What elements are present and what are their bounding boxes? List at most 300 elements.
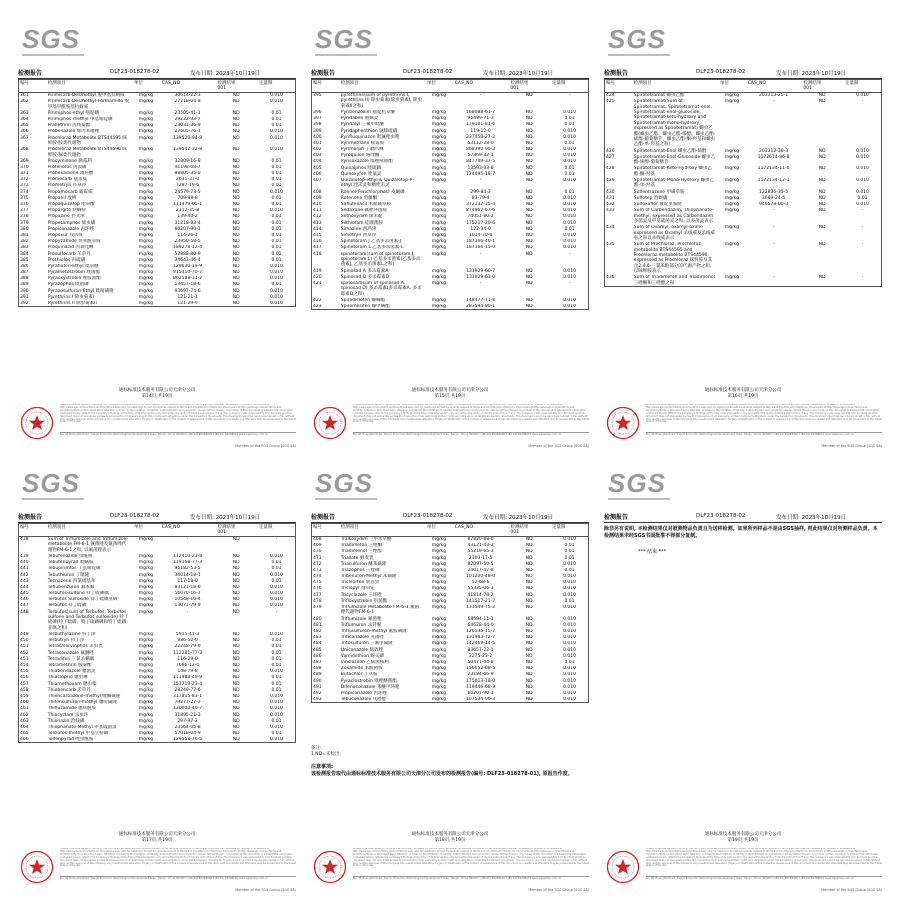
table-cell: ND bbox=[818, 99, 826, 105]
table-cell: mg/kg bbox=[138, 195, 153, 201]
table-cell: ND bbox=[525, 178, 533, 184]
table-cell: Terbufos(sum of Terbufos, Terbufos sulfone and Terbufos sulfoxide) 特丁硫磷(特丁硫磷、特丁硫磷砜和特丁硫磷亚砜之和) bbox=[47, 609, 129, 631]
table-cell: 386 bbox=[20, 263, 29, 269]
table-cell: 387 bbox=[20, 270, 29, 276]
table-cell: 438 bbox=[20, 536, 29, 542]
table-cell: ND bbox=[232, 681, 240, 687]
table-cell: ND bbox=[525, 567, 533, 573]
table-cell: mg/kg bbox=[431, 641, 446, 647]
column-header: 检测项目 bbox=[632, 80, 718, 92]
table-cell: 0.01 bbox=[564, 543, 575, 549]
table-cell: Spirotetramat-Enol-Glucoside 螺虫乙酯-烯醇-葡萄糖苷 bbox=[633, 154, 716, 166]
table-cell: ND bbox=[525, 109, 533, 115]
table-cell: 0.01 bbox=[271, 245, 282, 251]
sgs-logo bbox=[315, 468, 435, 498]
table-cell: Tolfenpyrad 唑虫酰胺 bbox=[47, 737, 94, 743]
table-cell: 0.01 bbox=[271, 177, 282, 183]
table-cell: 412 bbox=[313, 214, 322, 220]
table-cell: 337458-27-2 bbox=[466, 134, 496, 140]
table-cell: mg/kg bbox=[431, 684, 446, 690]
table-cell: mg/kg bbox=[138, 183, 153, 189]
table-cell: 416 bbox=[313, 239, 322, 245]
table-cell: 0.01 bbox=[564, 226, 575, 232]
table-cell: mg/kg bbox=[431, 274, 446, 280]
report-number: DLF23-018278-02 bbox=[110, 69, 160, 75]
table-cell: ND bbox=[525, 629, 533, 635]
report-header bbox=[311, 512, 589, 522]
table-cell: 131549-75-2 bbox=[466, 605, 496, 611]
table-cell: ND bbox=[232, 644, 240, 650]
table-cell: mg/kg bbox=[431, 555, 446, 561]
table-cell: ND bbox=[525, 678, 533, 684]
table-cell: ND bbox=[525, 586, 533, 592]
table-cell: 0.01 bbox=[564, 140, 575, 146]
table-cell: 0.010 bbox=[270, 92, 283, 98]
table-cell: mg/kg bbox=[138, 597, 153, 603]
table-cell: 0.01 bbox=[271, 110, 282, 116]
sgs-logo bbox=[608, 468, 728, 498]
table-cell: Propoxur 残杀威 bbox=[47, 232, 83, 238]
table-cell: mg/kg bbox=[138, 239, 153, 245]
table-cell: 179101-81-6 bbox=[466, 122, 496, 128]
table-cell: ND bbox=[232, 294, 240, 300]
table-cell: mg/kg bbox=[431, 647, 446, 653]
table-cell: ND bbox=[232, 232, 240, 238]
table-cell: Prallethrin 丙炔菊酯 bbox=[47, 123, 91, 129]
table-cell: ND bbox=[232, 693, 240, 699]
table-cell: 413 bbox=[313, 220, 322, 226]
table-cell: ND bbox=[525, 598, 533, 604]
table-cell: ND bbox=[232, 183, 240, 189]
table-cell: - bbox=[772, 275, 775, 281]
table-cell: mg/kg bbox=[431, 280, 446, 286]
footer-company: 通标标准技术服务有限公司天津分公司 bbox=[411, 388, 489, 393]
table-cell: 0.010 bbox=[270, 584, 283, 590]
column-header: CAS_NO bbox=[453, 80, 509, 92]
table-cell: mg/kg bbox=[138, 638, 153, 644]
table-cell: 0.010 bbox=[563, 672, 576, 678]
table-cell: 377 bbox=[20, 208, 29, 214]
table-cell: ND bbox=[232, 116, 240, 122]
table-cell: 444 bbox=[20, 584, 29, 590]
column-header: 定量限 bbox=[550, 80, 589, 92]
table-cell: 0.010 bbox=[270, 301, 283, 307]
table-cell: Simetryn 西草净 bbox=[340, 232, 377, 238]
sgs-logo-text: SGS bbox=[608, 24, 666, 54]
column-header: 检测项目 bbox=[46, 80, 132, 92]
table-cell: 34643-46-4 bbox=[174, 257, 201, 263]
table-cell: Terbufos 特丁硫磷 bbox=[47, 603, 87, 609]
table-cell: mg/kg bbox=[431, 116, 446, 122]
table-cell: 493 bbox=[313, 697, 322, 703]
table-cell: 399 bbox=[313, 128, 322, 134]
table-cell: Terbuthylazine 特丁津 bbox=[47, 632, 96, 638]
table-cell: Sedaxane 氟唑环菌胺 bbox=[340, 208, 388, 214]
table-cell: mg/kg bbox=[724, 225, 739, 231]
table-cell: ND bbox=[525, 666, 533, 672]
table-cell: ND bbox=[232, 135, 240, 141]
table-cell: 141517-21-7 bbox=[466, 598, 496, 604]
company-address: No. 41 Huanghai Road, Tianjin Economic-Technological Development Area, Tianjin, China 300457 t (86-22) 65288000 f (86-22) 65288001 www.sgsgroup.com.cn bbox=[60, 877, 269, 880]
table-cell: ND bbox=[525, 134, 533, 140]
table-cell: 0.010 bbox=[563, 605, 576, 611]
table-cell: Terbutryn 特丁净 bbox=[47, 638, 85, 644]
table-cell: 441 bbox=[20, 566, 29, 572]
table-cell: Sulfotep 治螟磷 bbox=[633, 195, 668, 201]
table-cell: 365 bbox=[20, 123, 29, 129]
table-cell: - bbox=[861, 242, 864, 248]
table-cell: 406 bbox=[313, 171, 322, 177]
table-cell: mg/kg bbox=[138, 706, 153, 712]
table-cell: 0.010 bbox=[563, 128, 576, 134]
table-cell: 0.01 bbox=[271, 638, 282, 644]
table-cell: 419 bbox=[313, 268, 322, 274]
table-cell: 0.010 bbox=[563, 153, 576, 159]
table-cell: ND bbox=[818, 201, 826, 207]
table-cell: mg/kg bbox=[431, 208, 446, 214]
issue-date: 发布日期: 2023年10月19日 bbox=[483, 515, 554, 521]
table-cell: 83121-18-0 bbox=[174, 584, 201, 590]
table-cell: mg/kg bbox=[138, 158, 153, 164]
table-cell: 874967-67-6 bbox=[466, 208, 496, 214]
table-cell: 375 bbox=[20, 195, 29, 201]
column-header: 单位 bbox=[425, 80, 453, 92]
table-cell: Teflubenzuron 氟苯脲 bbox=[47, 584, 95, 590]
table-cell: ND bbox=[525, 605, 533, 611]
table-cell: Pyraflufen-Ethyl 吡草醚 bbox=[47, 263, 99, 269]
table-cell: 868390-90-3 bbox=[466, 147, 496, 153]
table-cell: ND bbox=[232, 288, 240, 294]
table-cell: 0.01 bbox=[564, 165, 575, 171]
table-cell: mg/kg bbox=[138, 572, 153, 578]
table-cell: ND bbox=[525, 672, 533, 678]
table-cell: 24579-73-5 bbox=[174, 189, 201, 195]
table-cell: ND bbox=[232, 584, 240, 590]
table-cell: Tebuconazole 戊唑醇 bbox=[340, 697, 387, 703]
table-cell: mg/kg bbox=[138, 700, 153, 706]
table-cell: Promecarb 猛杀威 bbox=[47, 177, 87, 183]
table-cell: 862588-11-2 bbox=[173, 276, 203, 282]
logo-underline bbox=[315, 54, 377, 56]
table-cell: 0.010 bbox=[563, 239, 576, 245]
table-cell: mg/kg bbox=[431, 622, 446, 628]
table-cell: mg/kg bbox=[138, 663, 153, 669]
table-cell: Pyroquilon 咯喹酮 bbox=[340, 153, 380, 159]
table-cell: 0.01 bbox=[564, 555, 575, 561]
table-cell: 372137-35-4 bbox=[466, 202, 496, 208]
table-cell: Trifloxystrobin 肟菌酯 bbox=[340, 598, 388, 604]
report-header bbox=[311, 68, 589, 78]
table-cell: mg/kg bbox=[724, 275, 739, 281]
table-cell: - bbox=[479, 92, 482, 98]
page-number: 第18页,共19页 bbox=[434, 838, 466, 843]
table-cell: 64628-44-0 bbox=[467, 622, 494, 628]
table-cell: 55335-06-3 bbox=[467, 586, 494, 592]
table-cell: 0.01 bbox=[271, 687, 282, 693]
table-cell: Thiobencarb 禾草丹 bbox=[47, 687, 91, 693]
table-cell: Thiophanate-Methyl 甲基硫菌灵 bbox=[47, 724, 117, 730]
table-cell: 1014-70-6 bbox=[468, 232, 493, 238]
table-cell: ND bbox=[525, 226, 533, 232]
table-cell: mg/kg bbox=[431, 635, 446, 641]
sgs-logo-text: SGS bbox=[608, 468, 666, 498]
table-cell: 0.010 bbox=[563, 580, 576, 586]
table-cell: 409 bbox=[313, 195, 322, 201]
table-cell: 427 bbox=[606, 154, 615, 160]
table-cell: ND bbox=[232, 202, 240, 208]
table-cell: Terbufos Sulfoxide 特丁硫磷亚砜 bbox=[47, 597, 118, 603]
table-cell: 7287-19-6 bbox=[175, 183, 200, 189]
table-cell: - bbox=[479, 251, 482, 257]
table-cell: ND bbox=[818, 154, 826, 160]
table-cell: ND bbox=[232, 110, 240, 116]
table-cell: 411 bbox=[313, 208, 322, 214]
table-cell: 0.010 bbox=[563, 178, 576, 184]
table-cell: ND bbox=[232, 687, 240, 693]
table-cell: 121-29-9 bbox=[177, 301, 198, 307]
table-cell: 366 bbox=[20, 129, 29, 135]
table-cell: - bbox=[275, 609, 278, 615]
table-cell: 13457-18-6 bbox=[174, 282, 201, 288]
table-cell: 124495-18-7 bbox=[466, 171, 496, 177]
table-cell: 203312-38-3 bbox=[759, 148, 789, 154]
table-cell: 0.01 bbox=[271, 232, 282, 238]
table-cell: Tolclofos-methyl 甲基立枯磷 bbox=[47, 731, 109, 737]
table-cell: mg/kg bbox=[724, 208, 739, 214]
report-title: 检测报告 bbox=[604, 70, 629, 77]
table-cell: ND bbox=[525, 580, 533, 586]
table-cell: 139520-94-8 bbox=[173, 135, 203, 141]
table-cell: ND bbox=[525, 690, 533, 696]
table-cell: mg/kg bbox=[138, 214, 153, 220]
table-cell: ND bbox=[525, 616, 533, 622]
table-cell: 440 bbox=[20, 560, 29, 566]
table-cell: ND bbox=[232, 245, 240, 251]
report-page bbox=[305, 12, 595, 452]
table-cell: ND bbox=[232, 270, 240, 276]
table-cell: 0.01 bbox=[271, 123, 282, 129]
table-cell: 139542-32-8 bbox=[173, 147, 203, 153]
table-cell: 0.01 bbox=[564, 171, 575, 177]
table-cell: 364 bbox=[20, 116, 29, 122]
table-cell: Spirodiclofen 螺螨酯 bbox=[340, 297, 385, 303]
table-cell: - bbox=[479, 280, 482, 286]
member-of-sgs: Member of the SGS Group (SGS SA) bbox=[235, 444, 296, 448]
table-cell: mg/kg bbox=[431, 245, 446, 251]
table-cell: mg/kg bbox=[431, 666, 446, 672]
column-header: CAS_NO bbox=[160, 524, 216, 536]
table-cell: 29232-93-7 bbox=[174, 116, 201, 122]
table-cell: Prometryn 扑草净 bbox=[47, 183, 87, 189]
table-cell: ND bbox=[232, 257, 240, 263]
table-cell: 122836-35-5 bbox=[759, 189, 789, 195]
table-cell: mg/kg bbox=[431, 268, 446, 274]
report-number: DLF23-018278-02 bbox=[696, 513, 746, 519]
table-cell: 0.01 bbox=[564, 122, 575, 128]
table-cell: 0.01 bbox=[271, 116, 282, 122]
table-cell: 482 bbox=[313, 629, 322, 635]
table-cell: Propetamphos 烯虫磷 bbox=[47, 220, 96, 226]
table-cell: 0.010 bbox=[270, 693, 283, 699]
table-cell: Thifensulfuron-methyl 噻吩磺隆 bbox=[47, 700, 117, 706]
table-cell: 448 bbox=[20, 609, 29, 615]
table-cell: - bbox=[861, 208, 864, 214]
table-cell: mg/kg bbox=[138, 301, 153, 307]
table-cell: 0.010 bbox=[563, 592, 576, 598]
table-cell: 297-97-2 bbox=[177, 718, 198, 724]
table-cell: 378 bbox=[20, 214, 29, 220]
table-cell: 142469-14-5 bbox=[466, 641, 496, 647]
table-cell: - bbox=[568, 92, 571, 98]
table-cell: Thiacloprid 噻虫啉 bbox=[47, 675, 88, 681]
column-header: 检测项目 bbox=[339, 524, 425, 536]
table-cell: ND bbox=[525, 232, 533, 238]
table-cell: 187166-15-0 bbox=[466, 245, 496, 251]
company-address: No. 41 Huanghai Road, Tianjin Economic-Technological Development Area, Tianjin, China 300457 t (86-22) 65288000 f (86-22) 65288001 www.sgsgroup.com.cn bbox=[353, 877, 562, 880]
table-cell: 0.010 bbox=[270, 208, 283, 214]
table-cell: 23505-41-1 bbox=[174, 110, 201, 116]
table-cell: Sum of Prochloraz, Prochloraz metabolite BTS44595 and Prochloraz metabolite BTS44596, expressed as Prochloraz 咪鲜胺及其含2,4,6-三氯苯酚部分的代谢产物之和, 以咪鲜胺表示 bbox=[633, 242, 713, 275]
table-cell: 367 bbox=[20, 135, 29, 141]
table-cell: Triflusulfuron-methyl 氟胺磺隆 bbox=[340, 629, 407, 635]
table-cell: Spiromesifen 螺甲螨酯 bbox=[340, 304, 390, 310]
terms-fine-print: Unless otherwise agreed in writing, this document is issued by the Company subject to its General Conditions of Service printed overleaf, available on request or accessible at http://www.sgs.com/en/Terms-and-Conditions.aspx and, for electronic format documents, subject to Terms and Conditions for Electronic Documents at http://www.sgs.com/en/Terms-and-Conditions/Terms-e-Document.aspx. Attention is drawn to the limitation of liability, indemnification and jurisdiction issues defined therein. Any holder of this document is advised that information contained hereon reflects the Company's findings at the time of its intervention only and within the limits of Client's instructions, if any. The Company's sole responsibility is to its Client and this document does not exonerate parties to a transaction from exercising all their rights and obligations under the transaction documents. This document cannot be reproduced except in full, without prior written approval of the Company. Any unauthorized alteration, forgery or falsification of the content or appearance of this document is unlawful and offenders may be prosecuted to the fullest extent of the law. bbox=[353, 848, 589, 868]
table-cell: 0.01 bbox=[271, 566, 282, 572]
table-cell: 112410-23-8 bbox=[173, 553, 203, 559]
table-cell: 0.010 bbox=[563, 690, 576, 696]
table-cell: 121-21-1 bbox=[177, 294, 198, 300]
table-cell: 0.01 bbox=[271, 731, 282, 737]
table-cell: 0.010 bbox=[270, 669, 283, 675]
table-cell: - bbox=[772, 99, 775, 105]
table-cell: pyrethrins(sum of pyrethrins I, pyrethrins II) 除虫菊素(除虫菊素I, 除虫菊素II之和) bbox=[340, 92, 422, 109]
table-cell: Tetrachlorvinphos 杀虫畏 bbox=[47, 644, 103, 650]
table-cell: 130000-40-7 bbox=[173, 706, 203, 712]
page-footer bbox=[305, 388, 595, 400]
table-cell: mg/kg bbox=[138, 584, 153, 590]
table-cell: 283594-90-1 bbox=[466, 304, 496, 310]
report-page bbox=[598, 12, 888, 452]
table-cell: - bbox=[861, 99, 864, 105]
table-cell: 0.010 bbox=[563, 635, 576, 641]
table-cell: 0.010 bbox=[270, 135, 283, 141]
table-cell: ND bbox=[232, 591, 240, 597]
company-address: No. 41 Huanghai Road, Tianjin Economic-Technological Development Area, Tianjin, China 300457 t (86-22) 65288000 f (86-22) 65288001 www.sgsgroup.com.cn bbox=[646, 433, 855, 436]
table-cell: 381 bbox=[20, 232, 29, 238]
table-cell: 27605-76-1 bbox=[174, 129, 201, 135]
table-cell: mg/kg bbox=[138, 644, 153, 650]
column-header: 检测结果 001 bbox=[508, 80, 550, 92]
table-cell: Rotenone 鱼藤酮 bbox=[340, 195, 378, 201]
table-cell: 0.01 bbox=[564, 549, 575, 555]
table-cell: mg/kg bbox=[138, 687, 153, 693]
table-cell: 0.01 bbox=[271, 220, 282, 226]
table-cell: 422 bbox=[313, 297, 322, 303]
table-cell: ND bbox=[525, 189, 533, 195]
table-cell: 0.010 bbox=[270, 572, 283, 578]
table-cell: mg/kg bbox=[138, 232, 153, 238]
table-cell: 418 bbox=[313, 251, 322, 257]
table-cell: ND bbox=[232, 737, 240, 743]
table-cell: Sum of Oxamyl, oxamyl-oxime expressed as Oxamyl 杀线威及杀线威肟之和以杀线威表示 bbox=[633, 225, 715, 241]
table-cell: Spirotetramat-Mono-Hydroxy 螺虫乙酯-单-羟基 bbox=[633, 177, 715, 189]
table-cell: Sulfentrazone 甲磺草胺 bbox=[633, 189, 685, 195]
table-cell: 447 bbox=[20, 603, 29, 609]
table-cell: Pyraoxystrobin 唑胺菌酯 bbox=[47, 276, 101, 282]
page-footer bbox=[305, 832, 595, 844]
table-cell: mg/kg bbox=[431, 304, 446, 310]
table-cell: ND bbox=[525, 171, 533, 177]
table-frame bbox=[311, 79, 589, 310]
table-cell: ND bbox=[818, 208, 826, 214]
table-cell: ND bbox=[232, 189, 240, 195]
terms-fine-print: Unless otherwise agreed in writing, this document is issued by the Company subject to its General Conditions of Service printed overleaf, available on request or accessible at http://www.sgs.com/en/Terms-and-Conditions.aspx and, for electronic format documents, subject to Terms and Conditions for Electronic Documents at http://www.sgs.com/en/Terms-and-Conditions/Terms-e-Document.aspx. Attention is drawn to the limitation of liability, indemnification and jurisdiction issues defined therein. Any holder of this document is advised that information contained hereon reflects the Company's findings at the time of its intervention only and within the limits of Client's instructions, if any. The Company's sole responsibility is to its Client and this document does not exonerate parties to a transaction from exercising all their rights and obligations under the transaction documents. This document cannot be reproduced except in full, without prior written approval of the Company. Any unauthorized alteration, forgery or falsification of the content or appearance of this document is unlawful and offenders may be prosecuted to the fullest extent of the law. bbox=[60, 404, 296, 424]
report-title: 检测报告 bbox=[604, 514, 629, 521]
table-cell: 479 bbox=[313, 605, 322, 611]
footer-company: 通标标准技术服务有限公司天津分公司 bbox=[704, 388, 782, 393]
table-cell: 0.010 bbox=[563, 536, 576, 542]
table-cell: 397 bbox=[313, 116, 322, 122]
page-number: 第17页,共19页 bbox=[141, 838, 173, 843]
table-cell: mg/kg bbox=[724, 177, 739, 183]
table-cell: 0.01 bbox=[564, 598, 575, 604]
footer-company: 通标标准技术服务有限公司天津分公司 bbox=[411, 832, 489, 837]
table-cell: ND bbox=[232, 177, 240, 183]
table-cell: 0.010 bbox=[563, 202, 576, 208]
member-of-sgs: Member of the SGS Group (SGS SA) bbox=[821, 444, 882, 448]
table-cell: 0.010 bbox=[563, 134, 576, 140]
table-cell: 43121-43-3 bbox=[467, 543, 494, 549]
table-cell: Thiocyclam 杀虫环 bbox=[47, 712, 89, 718]
table-cell: Sulfoxaflor 氟啶虫胺腈 bbox=[633, 201, 682, 207]
table-cell: Spirotetramat-Enol 螺虫乙酯-烯醇 bbox=[633, 148, 707, 154]
table-cell: ND bbox=[525, 147, 533, 153]
table-cell: 462 bbox=[20, 712, 29, 718]
table-cell: mg/kg bbox=[431, 592, 446, 598]
table-cell: 28249-77-6 bbox=[174, 687, 201, 693]
table-cell: 372 bbox=[20, 177, 29, 183]
member-of-sgs: Member of the SGS Group (SGS SA) bbox=[528, 888, 589, 892]
table-cell: Pyridaben 哒螨灵 bbox=[340, 116, 379, 122]
company-seal-stamp bbox=[606, 406, 640, 440]
table-cell: ND bbox=[818, 177, 826, 183]
table-cell: 484 bbox=[313, 641, 322, 647]
table-cell: 0.010 bbox=[270, 603, 283, 609]
table-cell: 52-68-6 bbox=[471, 580, 490, 586]
table-cell: 60207-90-1 bbox=[467, 690, 494, 696]
table-cell: mg/kg bbox=[431, 574, 446, 580]
table-cell: 0.010 bbox=[563, 629, 576, 635]
table-cell: - bbox=[772, 208, 775, 214]
table-cell: Prothiofos 丙硫磷 bbox=[47, 257, 86, 263]
table-cell: Butachlor 丁草胺 bbox=[340, 672, 378, 678]
table-cell: 0.010 bbox=[563, 195, 576, 201]
column-header: 检测结果 001 bbox=[801, 80, 843, 92]
table-cell: ND bbox=[525, 140, 533, 146]
table-cell: 83657-22-1 bbox=[467, 647, 494, 653]
table-cell: Thiamethoxam 噻虫嗪 bbox=[47, 681, 97, 687]
table-cell: Difenoconazole 苯醚甲环唑 bbox=[340, 684, 400, 690]
table-cell: 0.010 bbox=[270, 632, 283, 638]
column-header: 单位 bbox=[132, 80, 160, 92]
table-cell: - bbox=[861, 225, 864, 231]
table-cell: ND bbox=[232, 276, 240, 282]
table-cell: ND bbox=[525, 697, 533, 703]
table-cell: 0.01 bbox=[564, 659, 575, 665]
table-cell: mg/kg bbox=[138, 129, 153, 135]
table-cell: Pyrametostrobin 唑菌酯 bbox=[47, 270, 100, 276]
report-page bbox=[12, 12, 302, 452]
